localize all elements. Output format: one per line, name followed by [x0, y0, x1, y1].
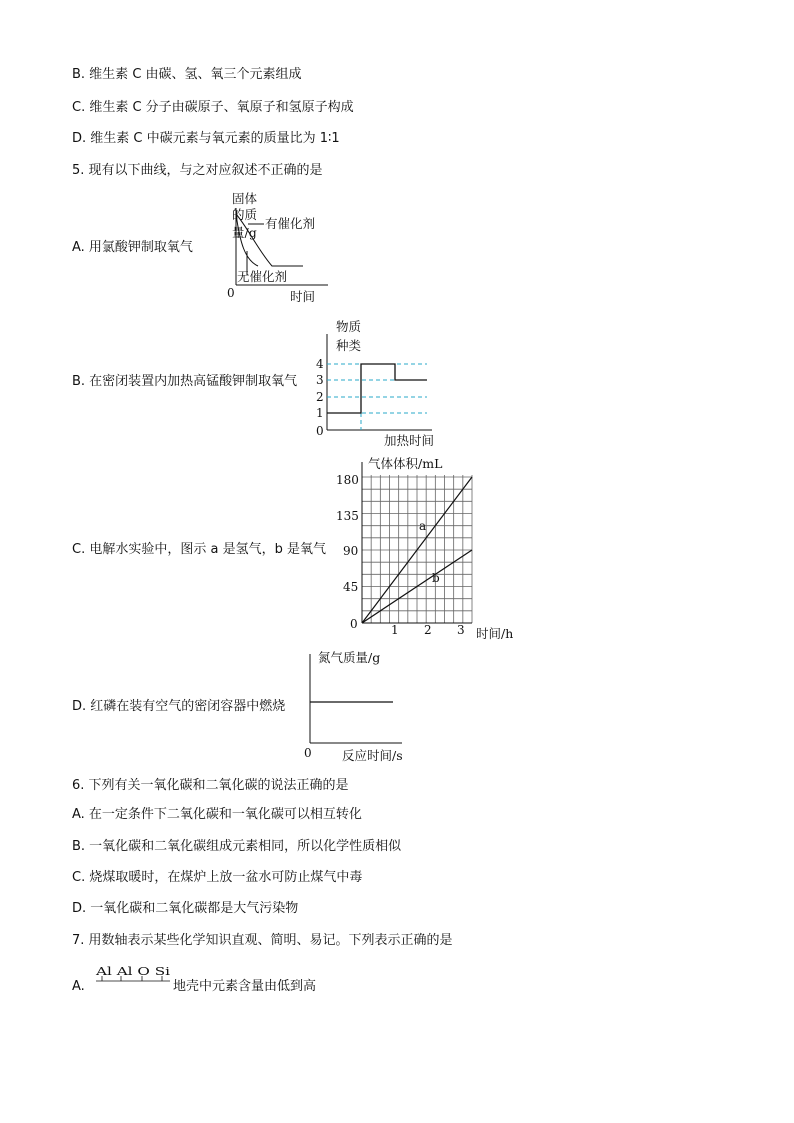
graph-b-ytick-4: 4	[316, 357, 324, 371]
q6-option-d: D. 一氧化碳和二氧化碳都是大气污染物	[72, 901, 299, 916]
q7-stem: 7. 用数轴表示某些化学知识直观、简明、易记。下列表示正确的是	[72, 933, 453, 948]
graph-d-xlabel: 反应时间/s	[342, 748, 403, 763]
q6-option-a: A. 在一定条件下二氧化碳和一氧化碳可以相互转化	[72, 807, 362, 822]
q6-option-b: B. 一氧化碳和二氧化碳组成元素相同，所以化学性质相似	[72, 839, 402, 854]
q5-option-a: A. 用氯酸钾制取氧气	[72, 240, 193, 255]
graph-b-xlabel: 加热时间	[384, 433, 435, 448]
graph-c-xtick-1: 1	[391, 623, 399, 637]
q7-axis-figure	[92, 962, 174, 986]
graph-c-ytick-0: 0	[350, 617, 358, 631]
graph-c-ytick-135: 135	[336, 509, 359, 523]
graph-b	[312, 316, 462, 450]
q5-option-c: C. 电解水实验中，图示 a 是氢气，b 是氧气	[72, 542, 326, 557]
graph-c-xlabel: 时间/h	[476, 626, 514, 641]
graph-c-ylabel: 气体体积/mL	[368, 456, 443, 471]
graph-d	[296, 646, 426, 764]
graph-a-ylabel-1: 固体	[232, 191, 258, 206]
graph-b-ylabel-1: 物质	[336, 319, 362, 334]
graph-a-label-catalyst: 有催化剂	[265, 216, 316, 231]
q7-option-a-text: 地壳中元素含量由低到高	[173, 979, 317, 994]
graph-a-origin: 0	[227, 286, 235, 300]
q4-option-d: D. 维生素 C 中碳元素与氧元素的质量比为 1∶1	[72, 131, 340, 146]
graph-c	[336, 452, 526, 644]
graph-c-ytick-45: 45	[343, 580, 359, 594]
graph-c-ytick-180: 180	[336, 473, 359, 487]
q5-option-b: B. 在密闭装置内加热高锰酸钾制取氧气	[72, 374, 298, 389]
graph-b-ytick-1: 1	[316, 406, 324, 420]
graph-a-label-no-catalyst: 无催化剂	[237, 269, 288, 284]
q5-stem: 5. 现有以下曲线，与之对应叙述不正确的是	[72, 163, 323, 178]
graph-b-ytick-0: 0	[316, 424, 324, 438]
q4-option-c: C. 维生素 C 分子由碳原子、氧原子和氢原子构成	[72, 100, 354, 115]
q7-option-a	[72, 978, 85, 996]
graph-a-ylabel-2: 的质	[232, 207, 258, 222]
graph-b-step-line	[327, 364, 427, 413]
q5-option-d: D. 红磷在装有空气的密闭容器中燃烧	[72, 699, 286, 714]
graph-a-xlabel: 时间	[290, 289, 316, 304]
q7-option-a-prefix: A.	[72, 979, 85, 994]
graph-d-origin: 0	[304, 746, 312, 760]
graph-a	[200, 188, 340, 308]
graph-a-ylabel-3: 量/g	[232, 225, 257, 240]
graph-b-ylabel-2: 种类	[336, 338, 362, 353]
graph-b-ytick-2: 2	[316, 390, 324, 404]
graph-c-xtick-3: 3	[457, 623, 465, 637]
graph-c-label-b: b	[432, 571, 440, 585]
graph-d-ylabel: 氮气质量/g	[318, 650, 381, 665]
graph-b-ytick-3: 3	[316, 373, 324, 387]
graph-c-label-a: a	[419, 519, 427, 533]
graph-c-xtick-2: 2	[424, 623, 432, 637]
q7-axis-labels: Al Al O Si	[94, 964, 171, 978]
graph-c-ytick-90: 90	[343, 544, 359, 558]
q4-option-b: B. 维生素 C 由碳、氢、氧三个元素组成	[72, 67, 302, 82]
q6-stem: 6. 下列有关一氧化碳和二氧化碳的说法正确的是	[72, 778, 349, 793]
q6-option-c: C. 烧煤取暖时，在煤炉上放一盆水可防止煤气中毒	[72, 870, 363, 885]
graph-b-dashed-guides	[327, 364, 427, 430]
